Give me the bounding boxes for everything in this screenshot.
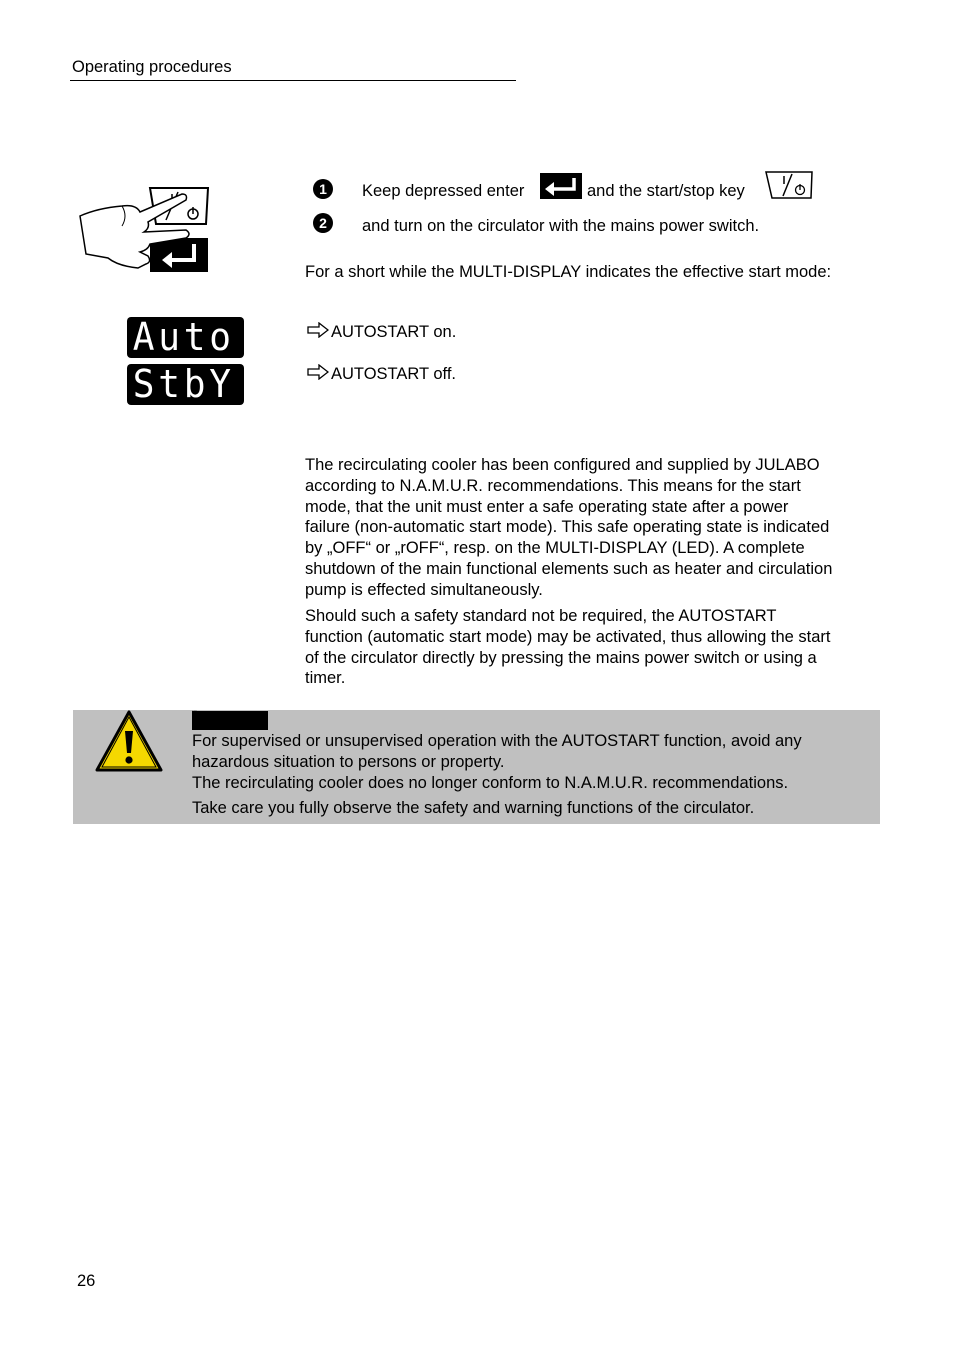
warning-line: For supervised or unsupervised operation with the AUTOSTART function, avoid any bbox=[192, 732, 802, 750]
paragraph-line: by „OFF“ or „rOFF“, resp. on the MULTI-DISPLAY (LED). A complete bbox=[305, 539, 805, 558]
warning-triangle-icon bbox=[94, 709, 164, 773]
paragraph-line: of the circulator directly by pressing the mains power switch or using a bbox=[305, 648, 817, 667]
paragraph-line: Should such a safety standard not be required, the AUTOSTART bbox=[305, 607, 777, 625]
paragraph-line: timer. bbox=[305, 669, 346, 688]
warning-line: Take care you fully observe the safety and warning functions of the circulator. bbox=[192, 799, 755, 817]
hand-pressing-keys-illustration bbox=[78, 186, 212, 276]
warning-label: WARNING bbox=[192, 711, 268, 730]
step-1-text-a: Keep depressed enter bbox=[362, 182, 525, 200]
header-title: Operating procedures bbox=[72, 58, 232, 76]
led-display-auto-text: Auto bbox=[132, 315, 235, 359]
warning-line: hazardous situation to persons or property. bbox=[192, 753, 505, 771]
step-number-1: 1 bbox=[313, 179, 333, 199]
arrow-right-icon bbox=[307, 322, 331, 343]
warning-line: The recirculating cooler does no longer conform to N.A.M.U.R. recommendations. bbox=[192, 774, 789, 792]
enter-key-icon bbox=[540, 173, 582, 199]
paragraph-line: function (automatic start mode) may be activated, thus allowing the start bbox=[305, 627, 831, 646]
step-1-text-b: and the start/stop key bbox=[587, 182, 745, 200]
paragraph-line: The recirculating cooler has been configured and supplied by JULABO bbox=[305, 456, 820, 474]
paragraph-line: failure (non-automatic start mode). This safe operating state is indicated bbox=[305, 518, 830, 537]
page-number: 26 bbox=[77, 1272, 96, 1290]
paragraph-line: pump is effected simultaneously. bbox=[305, 580, 543, 599]
paragraph-line: mode, that the unit must enter a safe operating state after a power bbox=[305, 497, 789, 516]
led-display-stby-text: StbY bbox=[132, 362, 235, 406]
start-stop-key-icon bbox=[764, 170, 814, 200]
header-rule bbox=[70, 80, 516, 81]
mode-autostart-off-text: AUTOSTART off. bbox=[331, 364, 457, 383]
step-2-text: and turn on the circulator with the mains power switch. bbox=[362, 217, 760, 235]
led-display-auto bbox=[127, 317, 244, 358]
paragraph-line: according to N.A.M.U.R. recommendations. This means for the start bbox=[305, 476, 801, 495]
intro-text: For a short while the MULTI-DISPLAY indicates the effective start mode: bbox=[305, 263, 832, 281]
paragraph-autostart bbox=[305, 606, 877, 689]
step-number-2: 2 bbox=[313, 213, 333, 233]
led-display-stby bbox=[127, 364, 244, 405]
paragraph-line: shutdown of the main functional elements such as heater and circulation bbox=[305, 559, 833, 578]
arrow-right-icon bbox=[307, 364, 331, 385]
mode-autostart-on bbox=[307, 322, 456, 343]
mode-autostart-off bbox=[307, 364, 456, 385]
mode-autostart-on-text: AUTOSTART on. bbox=[331, 322, 457, 341]
paragraph-namur bbox=[305, 455, 877, 601]
